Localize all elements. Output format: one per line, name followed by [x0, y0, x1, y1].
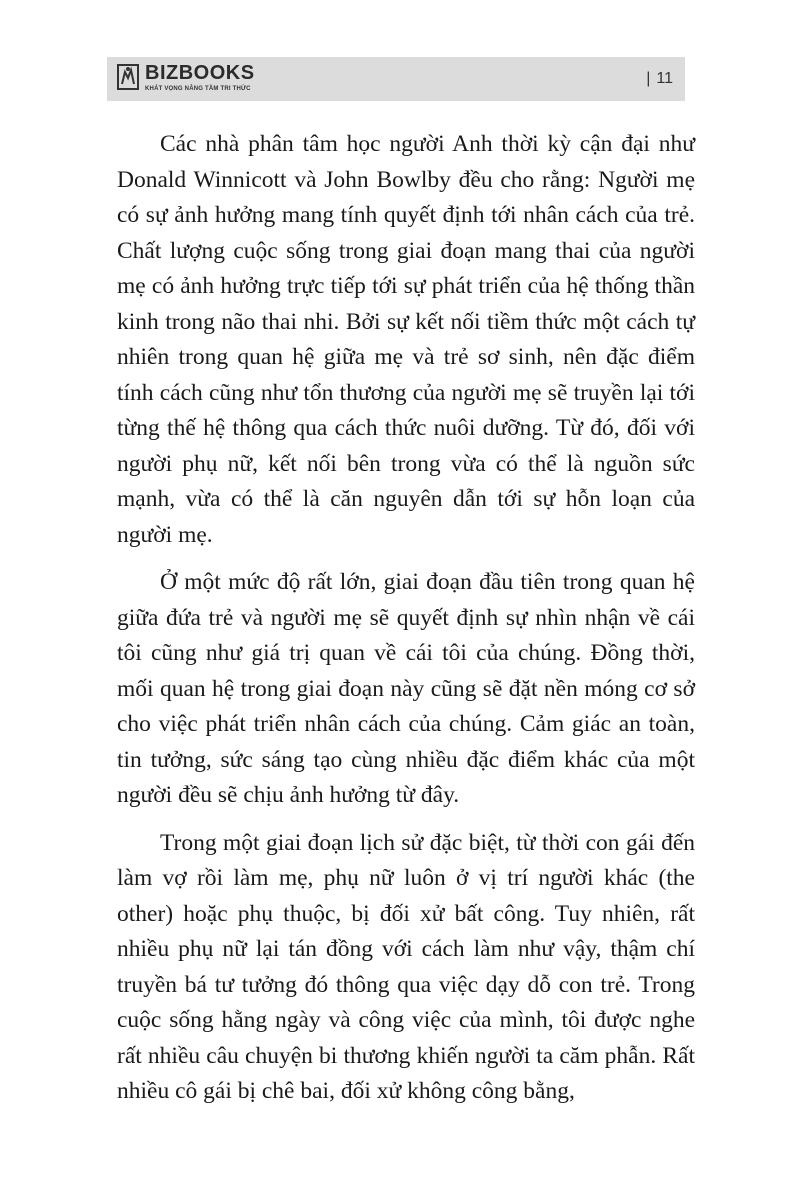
page-number-value: 11: [656, 70, 673, 87]
bizbooks-logo-icon: [117, 64, 139, 90]
body-text: [117, 127, 695, 1110]
paragraph-1: Các nhà phân tâm học người Anh thời kỳ cận đại như Donald Winnicott và John Bowlby đều cho rằng: Người mẹ có sự ảnh hưởng mang tính quyết định tới nhân cách của trẻ. Chất lượng cuộc sống trong giai đoạn mang thai của người mẹ có ảnh hưởng trực tiếp tới sự phát triển của hệ thống thần kinh trong não thai nhi. Bởi sự kết nối tiềm thức một cách tự nhiên trong quan hệ giữa mẹ và trẻ sơ sinh, nên đặc điểm tính cách cũng như tổn thương của người mẹ sẽ truyền lại tới từng thế hệ thông qua cách thức nuôi dưỡng. Từ đó, đối với người phụ nữ, kết nối bên trong vừa có thể là nguồn sức mạnh, vừa có thể là căn nguyên dẫn tới sự hỗn loạn của người mẹ.: [117, 131, 695, 548]
paragraph-2: Ở một mức độ rất lớn, giai đoạn đầu tiên trong quan hệ giữa đứa trẻ và người mẹ sẽ quyết định sự nhìn nhận về cái tôi cũng như giá trị quan về cái tôi của chúng. Đồng thời, mối quan hệ trong giai đoạn này cũng sẽ đặt nền móng cơ sở cho việc phát triển nhân cách của chúng. Cảm giác an toàn, tin tưởng, sức sáng tạo cùng nhiều đặc điểm khác của một người đều sẽ chịu ảnh hưởng từ đây.: [117, 569, 695, 808]
brand-tagline: KHÁT VỌNG NÂNG TẦM TRI THỨC: [145, 86, 251, 92]
brand-name: BIZBOOKS: [145, 62, 255, 84]
paragraph-3: Trong một giai đoạn lịch sử đặc biệt, từ thời con gái đến làm vợ rồi làm mẹ, phụ nữ luôn ở vị trí người khác (the other) hoặc phụ thuộc, bị đối xử bất công. Tuy nhiên, rất nhiều phụ nữ lại tán đồng với cách làm như vậy, thậm chí truyền bá tư tưởng đó thông qua việc dạy dỗ con trẻ. Trong cuộc sống hằng ngày và công việc của mình, tôi được nghe rất nhiều câu chuyện bi thương khiến người ta căm phẫn. Rất nhiều cô gái bị chê bai, đối xử không công bằng,: [117, 829, 695, 1104]
publisher-logo: [117, 62, 257, 98]
running-header: [107, 57, 685, 101]
page-number: | 11: [646, 70, 673, 87]
